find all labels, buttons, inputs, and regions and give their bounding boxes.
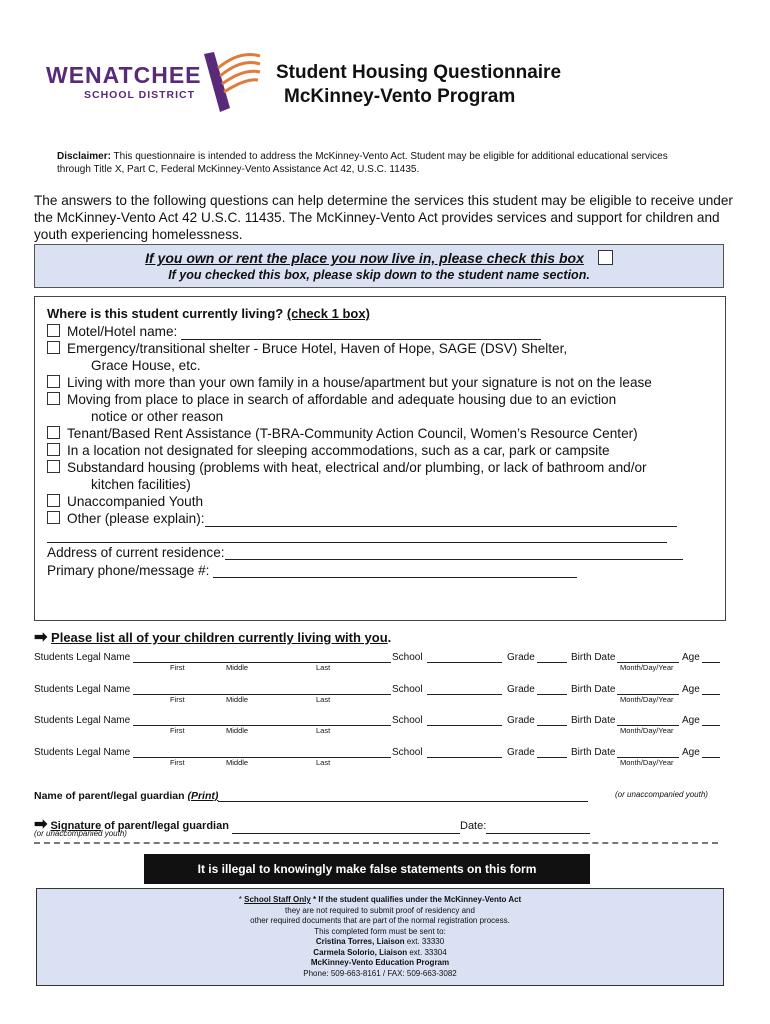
student-name-field[interactable]: [133, 652, 391, 663]
school-label: School: [392, 652, 423, 663]
form-title: Student Housing Questionnaire: [276, 62, 562, 83]
staff-line3: other required documents that are part of the normal registration process.: [250, 916, 510, 925]
age-field[interactable]: [702, 684, 720, 695]
option-label: Emergency/transitional shelter - Bruce Hotel, Haven of Hope, SAGE (DSV) Shelter,: [67, 341, 568, 356]
staff-only-label: School Staff Only: [244, 895, 311, 904]
student-row: [34, 747, 724, 775]
phone-row: [47, 563, 577, 578]
caption-last: Last: [316, 726, 331, 735]
age-field[interactable]: [702, 747, 720, 758]
address-label: Address of current residence:: [47, 545, 225, 560]
staff-line1: [37, 895, 723, 906]
age-label: Age: [682, 652, 700, 663]
option-shelter: [47, 340, 717, 374]
birth-date-field[interactable]: [617, 652, 679, 663]
caption-first: First: [170, 663, 185, 672]
school-label: School: [392, 747, 423, 758]
own-rent-checkbox[interactable]: [598, 250, 613, 265]
caption-last: Last: [316, 663, 331, 672]
date-field[interactable]: [486, 820, 590, 834]
liaison-1: [37, 937, 723, 948]
living-question: [47, 306, 370, 321]
caption-first: First: [170, 726, 185, 735]
disclaimer-text: This questionnaire is intended to address the McKinney-Vento Act. Student may be eligible for additional educational services through Title X, Part C, Federal McKinney-Vento Assistance Act 42, U.S.C. 11435.: [57, 151, 668, 175]
caption-middle: Middle: [226, 663, 249, 672]
guardian-label: Name of parent/legal guardian: [34, 790, 188, 802]
intro-paragraph: The answers to the following questions can help determine the services this student may be eligible to receive under the McKinney-Vento Act 42 U.S.C. 11435. The McKinney-Vento Act provides services and support for children and youth experiencing homelessness.: [34, 193, 733, 242]
birth-date-field[interactable]: [617, 684, 679, 695]
date-label: Date:: [460, 820, 487, 832]
district-logo-name: WENATCHEE: [46, 62, 202, 88]
school-field[interactable]: [427, 652, 502, 663]
school-field[interactable]: [427, 684, 502, 695]
grade-label: Grade: [507, 747, 535, 758]
birth-date-label: Birth Date: [571, 684, 616, 695]
living-situation-box: [34, 296, 726, 621]
other-explain-field[interactable]: [205, 513, 677, 527]
school-label: School: [392, 715, 423, 726]
option-continuation: notice or other reason: [91, 409, 224, 424]
school-field[interactable]: [427, 747, 502, 758]
children-heading-text: Please list all of your children currently living with you: [51, 630, 388, 645]
motel-name-field[interactable]: [181, 326, 541, 340]
caption-date: Month/Day/Year: [620, 695, 674, 704]
other-explain-field-line2[interactable]: [47, 529, 667, 543]
option-substandard: [47, 459, 717, 493]
district-logo-subtitle: SCHOOL DISTRICT: [84, 89, 196, 101]
student-row: [34, 684, 724, 712]
option-label: Motel/Hotel name:: [67, 324, 182, 339]
option-other: [47, 510, 717, 527]
own-rent-box: [34, 244, 724, 288]
grade-label: Grade: [507, 652, 535, 663]
student-name-field[interactable]: [133, 715, 391, 726]
caption-first: First: [170, 695, 185, 704]
caption-last: Last: [316, 758, 331, 767]
age-field[interactable]: [702, 715, 720, 726]
caption-middle: Middle: [226, 758, 249, 767]
staff-only-box: [36, 888, 724, 986]
birth-date-field[interactable]: [617, 747, 679, 758]
own-rent-text: If you own or rent the place you now live in, please check this box: [145, 250, 584, 266]
children-heading: [34, 627, 391, 647]
arrow-right-icon: ➡: [34, 629, 48, 646]
liaison-1-ext: ext. 33330: [404, 937, 445, 946]
option-label: Other (please explain):: [67, 511, 205, 526]
disclaimer: [57, 150, 697, 176]
children-heading-period: .: [387, 630, 392, 645]
student-row: [34, 715, 724, 743]
student-name-label: Students Legal Name: [34, 747, 131, 758]
checkbox-substandard[interactable]: [47, 460, 60, 473]
own-rent-instruction: If you checked this box, please skip down to the student name section.: [168, 268, 590, 282]
birth-date-label: Birth Date: [571, 652, 616, 663]
checkbox-motel[interactable]: [47, 324, 60, 337]
age-label: Age: [682, 747, 700, 758]
liaison-2-ext: ext. 33304: [407, 947, 447, 957]
staff-star: *: [238, 895, 245, 904]
school-label: School: [392, 684, 423, 695]
checkbox-doubled-up[interactable]: [47, 375, 60, 388]
checkbox-tbra[interactable]: [47, 426, 60, 439]
student-name-label: Students Legal Name: [34, 652, 131, 663]
caption-last: Last: [316, 695, 331, 704]
arrow-right-icon: ➡: [34, 816, 48, 833]
caption-date: Month/Day/Year: [620, 726, 674, 735]
student-name-label: Students Legal Name: [34, 715, 131, 726]
birth-date-label: Birth Date: [571, 715, 616, 726]
checkbox-moving[interactable]: [47, 392, 60, 405]
caption-first: First: [170, 758, 185, 767]
program-name: McKinney-Vento Education Program: [310, 958, 450, 967]
option-tbra: [47, 425, 717, 442]
age-field[interactable]: [702, 652, 720, 663]
student-name-field[interactable]: [133, 684, 391, 695]
student-row: [34, 652, 724, 680]
disclaimer-label: Disclaimer:: [57, 151, 111, 162]
grade-label: Grade: [507, 684, 535, 695]
checkbox-not-designated[interactable]: [47, 443, 60, 456]
grade-field[interactable]: [537, 747, 567, 758]
school-field[interactable]: [427, 715, 502, 726]
option-label: Moving from place to place in search of affordable and adequate housing due to an eviction: [67, 392, 617, 407]
birth-date-label: Birth Date: [571, 747, 616, 758]
student-name-label: Students Legal Name: [34, 684, 131, 695]
option-moving: [47, 391, 717, 425]
option-motel: [47, 323, 717, 340]
option-label: Substandard housing (problems with heat, electrical and/or plumbing, or lack of bathroom and/or: [67, 460, 647, 475]
signature-note: (or unaccompanied youth): [34, 829, 127, 838]
phone-field[interactable]: [213, 564, 577, 578]
staff-line1-rest: * If the student qualifies under the McKinney-Vento Act: [310, 895, 522, 904]
grade-label: Grade: [507, 715, 535, 726]
address-row: [47, 545, 683, 560]
age-label: Age: [682, 684, 700, 695]
signature-field[interactable]: [232, 820, 460, 834]
age-label: Age: [682, 715, 700, 726]
option-unaccompanied: [47, 493, 717, 510]
dashed-divider: [34, 842, 718, 844]
option-not-designated: [47, 442, 717, 459]
liaison-2: [37, 948, 723, 959]
signature-label: of parent/legal guardian: [101, 820, 232, 832]
form-subtitle: McKinney-Vento Program: [284, 86, 516, 107]
guardian-name-field[interactable]: [218, 788, 588, 802]
phone-label: Primary phone/message #:: [47, 563, 214, 578]
birth-date-field[interactable]: [617, 715, 679, 726]
grade-field[interactable]: [537, 684, 567, 695]
checkbox-other[interactable]: [47, 511, 60, 524]
grade-field[interactable]: [537, 652, 567, 663]
living-question-hint: (check 1 box): [286, 306, 370, 321]
checkbox-unaccompanied[interactable]: [47, 494, 60, 507]
option-label: Unaccompanied Youth: [67, 494, 204, 509]
signature-label-underlined: Signature: [50, 820, 102, 832]
caption-date: Month/Day/Year: [620, 758, 674, 767]
liaison-1-name: Cristina Torres, Liaison: [315, 937, 405, 946]
option-continuation: kitchen facilities): [91, 477, 191, 492]
own-rent-prompt: [35, 250, 723, 266]
option-label: Living with more than your own family in a house/apartment but your signature is not on the lease: [67, 375, 652, 390]
false-statement-warning: It is illegal to knowingly make false statements on this form: [144, 854, 590, 884]
address-field[interactable]: [225, 546, 683, 560]
grade-field[interactable]: [537, 715, 567, 726]
caption-date: Month/Day/Year: [620, 663, 674, 672]
checkbox-shelter[interactable]: [47, 341, 60, 354]
option-doubled-up: [47, 374, 717, 391]
guardian-note: (or unaccompanied youth): [615, 790, 708, 799]
liaison-2-name: Carmela Solorio, Liaison: [313, 947, 408, 957]
option-continuation: Grace House, etc.: [91, 358, 201, 373]
staff-line4: This completed form must be sent to:: [314, 926, 446, 936]
living-question-text: Where is this student currently living?: [47, 306, 287, 321]
option-label: In a location not designated for sleeping accommodations, such as a car, park or campsite: [67, 443, 610, 458]
contact-phone: Phone: 509-663-8161 / FAX: 509-663-3082: [303, 968, 457, 978]
guardian-print-hint: (Print): [187, 790, 219, 802]
option-label: Tenant/Based Rent Assistance (T-BRA-Community Action Council, Women’s Resource Center): [67, 426, 638, 441]
caption-middle: Middle: [226, 726, 249, 735]
staff-line2: they are not required to submit proof of residency and: [285, 905, 475, 915]
student-name-field[interactable]: [133, 747, 391, 758]
caption-middle: Middle: [226, 695, 249, 704]
district-logo-icon: [200, 48, 262, 116]
